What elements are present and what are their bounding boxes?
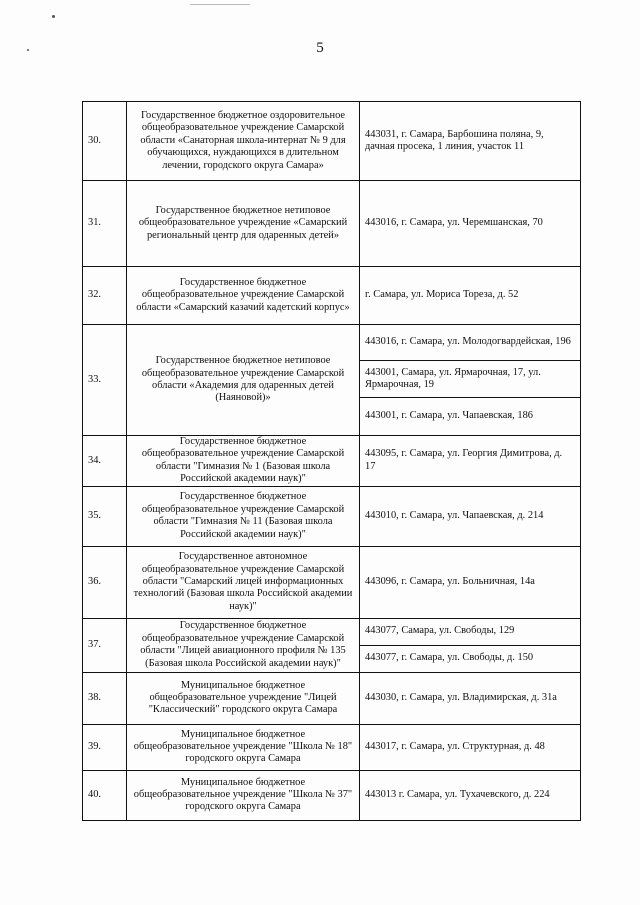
institution-address: 443095, г. Самара, ул. Георгия Димитрова, д. 17 [360,436,581,487]
row-number: 36. [83,546,127,618]
table-row [83,267,581,325]
institution-address: 443030, г. Самара, ул. Владимирская, д. 31а [360,672,581,724]
row-number: 30. [83,102,127,181]
row-number: 35. [83,486,127,546]
institution-address: 443017, г. Самара, ул. Структурная, д. 48 [360,724,581,770]
institution-address: 443016, г. Самара, ул. Молодогвардейская, 196 [360,325,581,361]
table-row [83,618,581,645]
institution-address: 443031, г. Самара, Барбошина поляна, 9, дачная просека, 1 линия, участок 11 [360,102,581,181]
institution-name: Государственное бюджетное общеобразовательное учреждение Самарской области "Лицей авиационного профиля № 135 (Базовая школа Российской академии наук)" [127,618,360,672]
institution-name: Муниципальное бюджетное общеобразовательное учреждение "Школа № 37" городского округа Самара [127,770,360,820]
institution-name: Государственное бюджетное общеобразовательное учреждение Самарской области "Гимназия № 1 (Базовая школа Российской академии наук)" [127,436,360,487]
institution-name: Государственное бюджетное нетиповое общеобразовательное учреждение Самарской области «Академия для одаренных детей (Наяновой)» [127,325,360,436]
institution-address: 443001, г. Самара, ул. Чапаевская, 186 [360,398,581,436]
institution-name: Государственное бюджетное нетиповое общеобразовательное учреждение «Самарский региональный центр для одаренных детей» [127,181,360,267]
page-number: 5 [316,40,324,56]
institution-address: 443013 г. Самара, ул. Тухачевского, д. 224 [360,770,581,820]
institution-address: 443077, г. Самара, ул. Свободы, д. 150 [360,645,581,672]
institution-address: 443001, Самара, ул. Ярмарочная, 17, ул. Ярмарочная, 19 [360,361,581,398]
table-row [83,672,581,724]
institution-address: 443096, г. Самара, ул. Больничная, 14а [360,546,581,618]
institution-name: Муниципальное бюджетное общеобразовательное учреждение "Школа № 18" городского округа Самара [127,724,360,770]
row-number: 34. [83,436,127,487]
institutions-table [82,101,581,821]
row-number: 40. [83,770,127,820]
scan-speck [52,15,55,18]
institution-address: г. Самара, ул. Мориса Тореза, д. 52 [360,267,581,325]
table-row [83,486,581,546]
institution-address: 443077, Самара, ул. Свободы, 129 [360,618,581,645]
row-number: 33. [83,325,127,436]
institution-name: Государственное автономное общеобразовательное учреждение Самарской области "Самарский лицей информационных технологий (Базовая школа Российской академии наук)" [127,546,360,618]
institution-address: 443016, г. Самара, ул. Черемшанская, 70 [360,181,581,267]
row-number: 32. [83,267,127,325]
scan-artifact-line [190,4,250,5]
table-row [83,325,581,361]
table-row [83,436,581,487]
table-row [83,102,581,181]
institution-name: Муниципальное бюджетное общеобразовательное учреждение "Лицей "Классический" городского округа Самара [127,672,360,724]
table-row [83,181,581,267]
table-row [83,724,581,770]
row-number: 38. [83,672,127,724]
institution-address: 443010, г. Самара, ул. Чапаевская, д. 214 [360,486,581,546]
table-row [83,770,581,820]
row-number: 39. [83,724,127,770]
institution-name: Государственное бюджетное общеобразовательное учреждение Самарской области «Самарский казачий кадетский корпус» [127,267,360,325]
table-row [83,546,581,618]
institution-name: Государственное бюджетное общеобразовательное учреждение Самарской области "Гимназия № 11 (Базовая школа Российской академии наук)" [127,486,360,546]
row-number: 37. [83,618,127,672]
institution-name: Государственное бюджетное оздоровительное общеобразовательное учреждение Самарской области «Санаторная школа-интернат № 9 для обучающихся, нуждающихся в длительном лечении, городского округа Самара» [127,102,360,181]
row-number: 31. [83,181,127,267]
